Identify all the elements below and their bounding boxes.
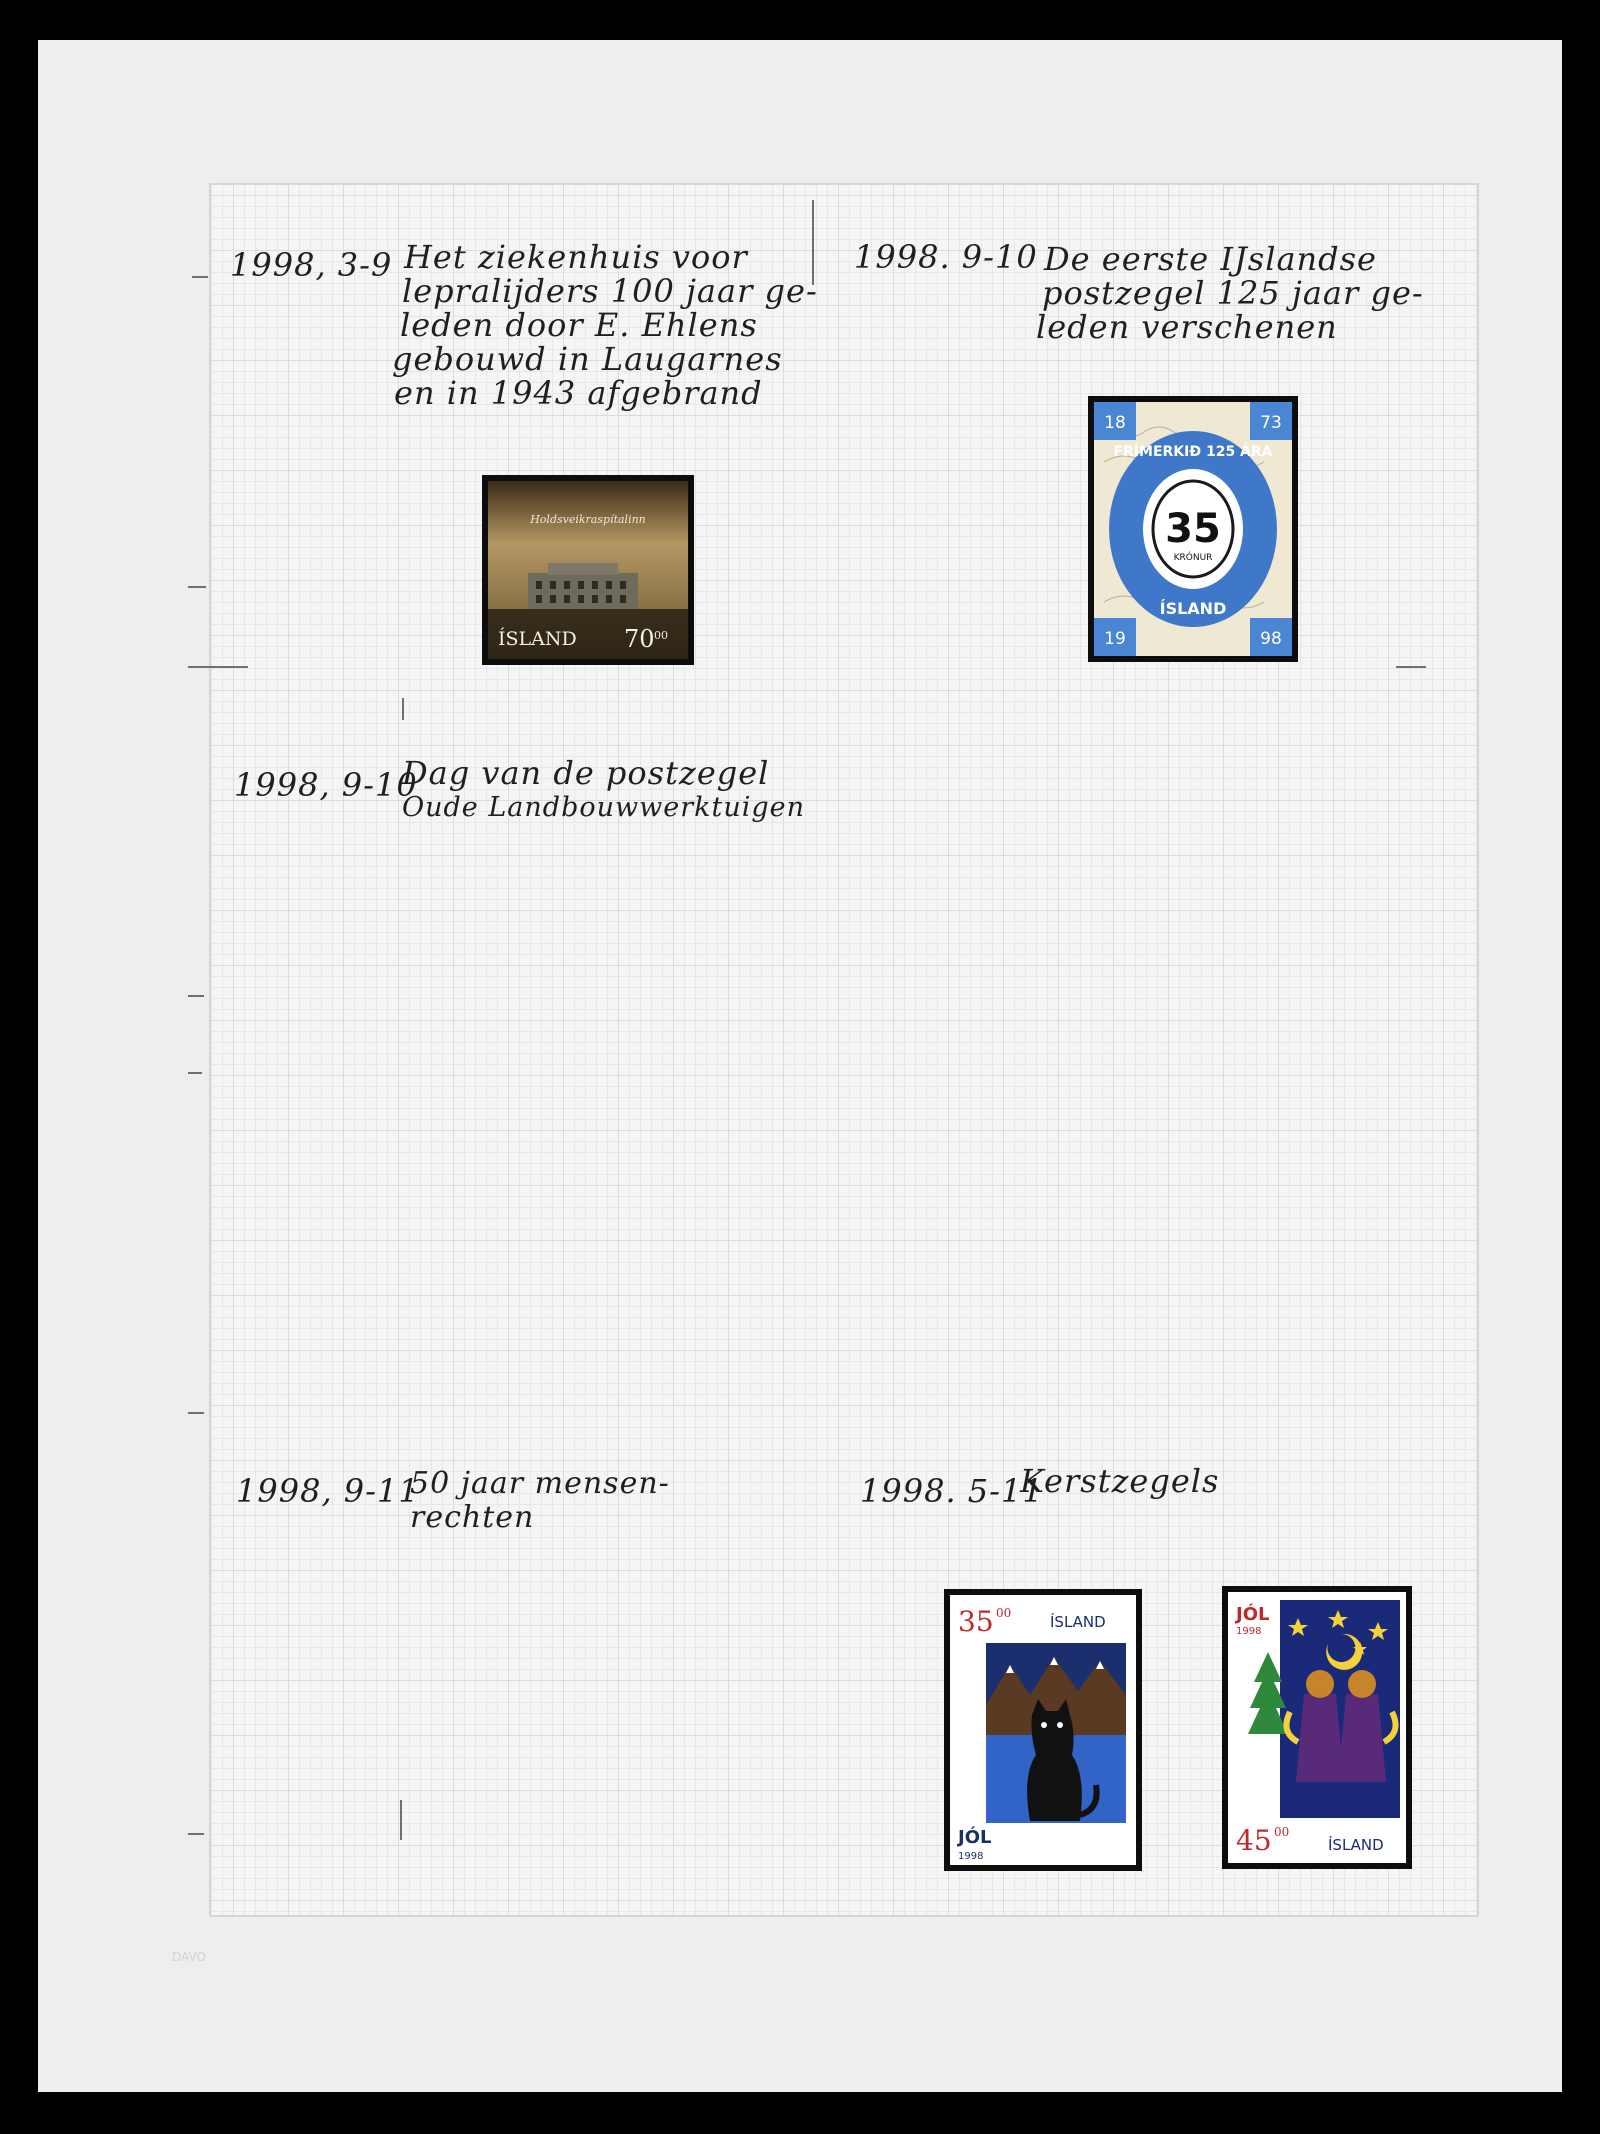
entry-3-line-1: Dag van de postzegel (402, 754, 770, 792)
stamp-xmas-angels-art (1228, 1592, 1406, 1863)
stamp-angels-jol: JÓL (1236, 1604, 1270, 1625)
margin-mark (188, 1412, 204, 1414)
stamp-hospital (482, 475, 694, 665)
entry-1-date: 1998, 3-9 (230, 246, 393, 284)
margin-mark (188, 666, 248, 668)
stamp-angels-country: ÍSLAND (1328, 1836, 1384, 1854)
entry-1-line-5: en in 1943 afgebrand (394, 374, 763, 412)
stamp-cat-country: ÍSLAND (1050, 1613, 1106, 1631)
entry-5-line-1: Kerstzegels (1020, 1462, 1220, 1500)
stamp-first-stamp-art (1094, 402, 1292, 656)
stamp-hospital-cents: 00 (654, 629, 668, 642)
stamp-cat-jol: JÓL (958, 1827, 992, 1848)
margin-mark (188, 1072, 202, 1074)
margin-mark (192, 276, 208, 278)
stamp-first-unit: KRÓNUR (1173, 553, 1213, 563)
margin-mark (188, 1833, 204, 1835)
stamp-cat-cents: 00 (996, 1606, 1012, 1620)
stamp-hospital-caption: Holdsveikraspítalinn (530, 513, 646, 526)
stamp-cat-year: 1998 (958, 1851, 984, 1862)
stamp-year-br: 98 (1260, 629, 1282, 649)
entry-4-line-2: rechten (410, 1500, 535, 1535)
divider-mark (402, 698, 404, 720)
entry-3-date: 1998, 9-10 (234, 766, 418, 804)
entry-2-date: 1998. 9-10 (854, 238, 1038, 276)
album-page (38, 40, 1562, 2092)
stamp-first-ring-text: FRÍMERKIÐ 125 ÁRA (1113, 444, 1273, 460)
stamp-xmas-angels (1222, 1586, 1412, 1869)
divider-mark (400, 1800, 402, 1840)
stamp-angels-year: 1998 (1236, 1626, 1262, 1637)
entry-2-line-3: leden verschenen (1036, 308, 1338, 346)
publisher-imprint: DAVO (172, 1950, 206, 1964)
stamp-first-value: 35 (1165, 506, 1221, 552)
entry-2-line-2: postzegel 125 jaar ge- (1042, 274, 1424, 312)
stamp-year-bl: 19 (1104, 629, 1126, 649)
margin-mark (188, 586, 206, 588)
stamp-year-tl: 18 (1104, 413, 1126, 433)
stamp-hospital-art (488, 481, 688, 659)
entry-1-line-1: Het ziekenhuis voor (404, 238, 748, 276)
entry-1-line-2: lepralijders 100 jaar ge- (402, 272, 818, 310)
stamp-xmas-cat-art (950, 1595, 1136, 1865)
stamp-hospital-value: 70 (624, 625, 655, 653)
stamp-angels-cents: 00 (1274, 1825, 1290, 1839)
stamp-first-stamp-125 (1088, 396, 1298, 662)
margin-mark (188, 995, 204, 997)
stamp-angels-value: 45 (1236, 1824, 1272, 1857)
entry-2-line-1: De eerste IJslandse (1044, 240, 1377, 278)
stamp-hospital-country: ÍSLAND (498, 628, 577, 650)
stamp-cat-value: 35 (958, 1605, 994, 1638)
stamp-xmas-cat (944, 1589, 1142, 1871)
entry-5-date: 1998. 5-11 (860, 1472, 1044, 1510)
entry-1-line-4: gebouwd in Laugarnes (392, 340, 783, 378)
stamp-first-country: ÍSLAND (1159, 599, 1227, 618)
stamp-year-tr: 73 (1260, 413, 1282, 433)
entry-3-line-2: Oude Landbouwwerktuigen (402, 792, 805, 823)
margin-mark (1396, 666, 1426, 668)
entry-4-date: 1998, 9-11 (236, 1472, 420, 1510)
entry-4-line-1: 50 jaar mensen- (410, 1466, 670, 1501)
entry-1-line-3: leden door E. Ehlens (400, 306, 758, 344)
